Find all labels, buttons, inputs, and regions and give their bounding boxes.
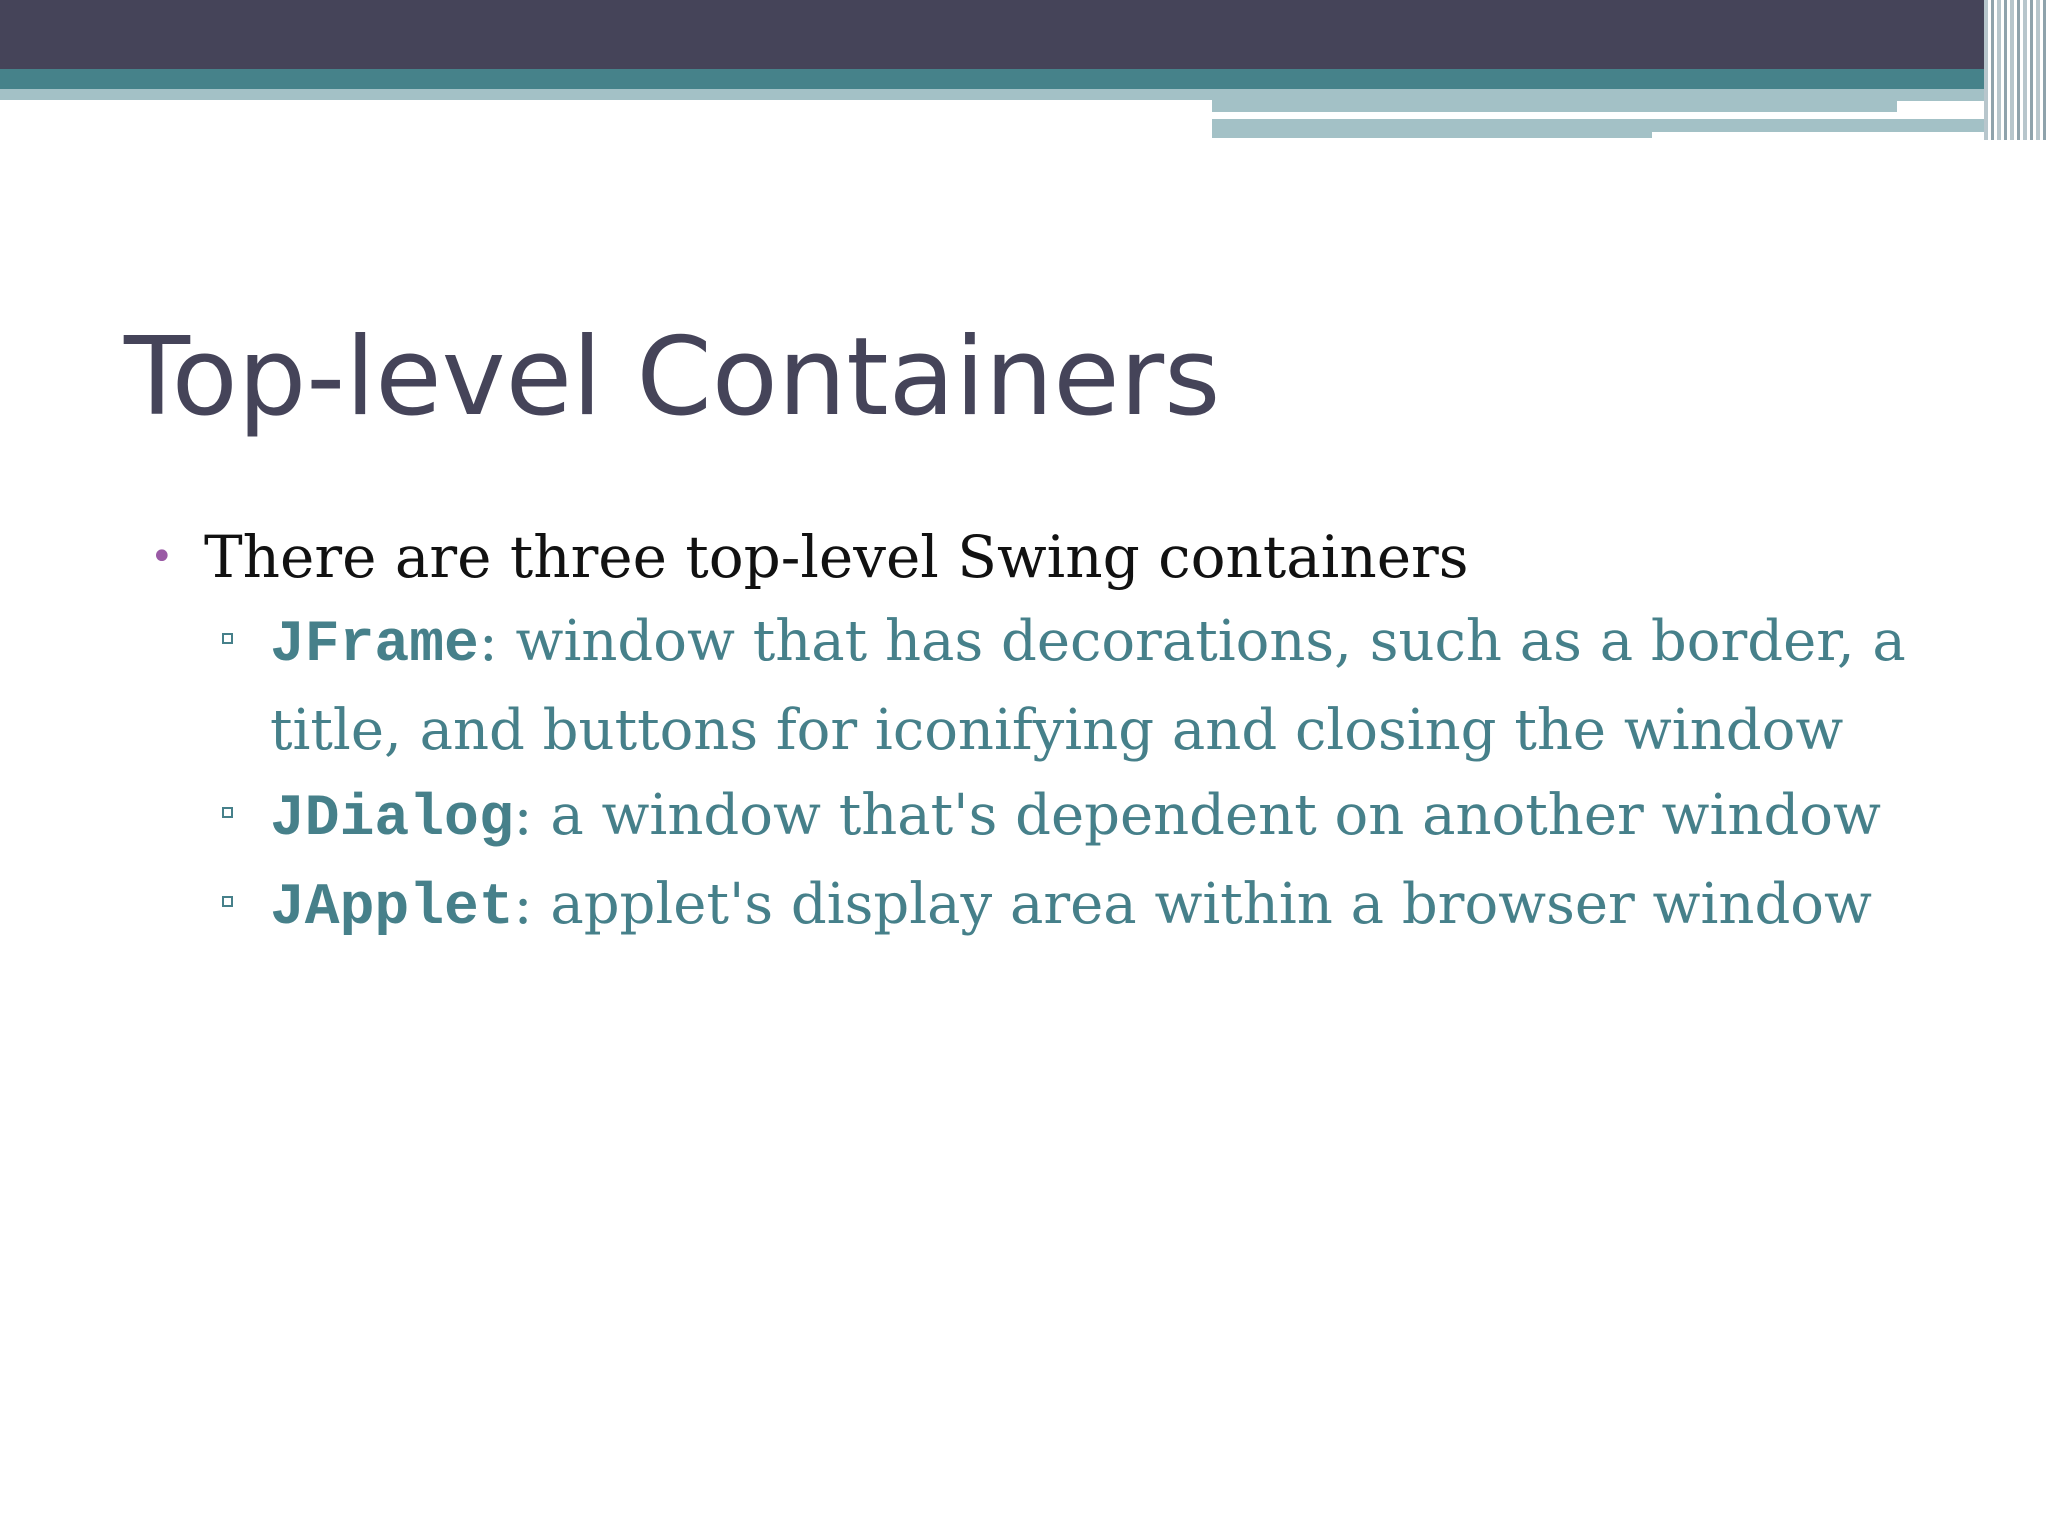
banner-dark-band bbox=[0, 0, 2048, 69]
sub-bullet-jframe bbox=[140, 599, 1970, 773]
bullet-text: There are three top-level Swing containers bbox=[204, 523, 1469, 591]
slide-content bbox=[140, 515, 1906, 951]
square-bullet-icon bbox=[222, 896, 233, 907]
banner-white-line bbox=[1212, 112, 1897, 119]
sub-bullet-text: window that has decorations, such as a border, a title, and buttons for iconifying and closing the window bbox=[270, 609, 1906, 763]
banner-light-strip bbox=[1212, 101, 1897, 112]
code-term: JApplet bbox=[270, 876, 514, 941]
separator: : bbox=[513, 783, 551, 848]
square-bullet-icon bbox=[222, 807, 233, 818]
sub-bullet-jdialog bbox=[140, 773, 1970, 862]
bullet-item bbox=[140, 515, 1900, 599]
banner-lower-band-right bbox=[1652, 119, 2012, 132]
banner-light-band-right bbox=[1212, 89, 2048, 101]
banner-teal-band bbox=[0, 69, 2048, 89]
separator: : bbox=[513, 872, 551, 937]
separator: : bbox=[478, 609, 516, 674]
sub-bullet-japplet bbox=[140, 862, 1970, 951]
banner-vertical-bars bbox=[1984, 0, 2048, 140]
code-term: JDialog bbox=[270, 787, 514, 852]
sub-bullet-text: applet's display area within a browser window bbox=[550, 872, 1872, 937]
slide-title: Top-level Containers bbox=[124, 315, 1221, 440]
sub-bullet-text: a window that's dependent on another window bbox=[550, 783, 1881, 848]
code-term: JFrame bbox=[270, 613, 479, 678]
banner-light-band bbox=[0, 89, 1212, 100]
bullet-dot-icon: • bbox=[150, 534, 174, 580]
square-bullet-icon bbox=[222, 633, 233, 644]
banner-lower-band bbox=[1212, 119, 1652, 138]
